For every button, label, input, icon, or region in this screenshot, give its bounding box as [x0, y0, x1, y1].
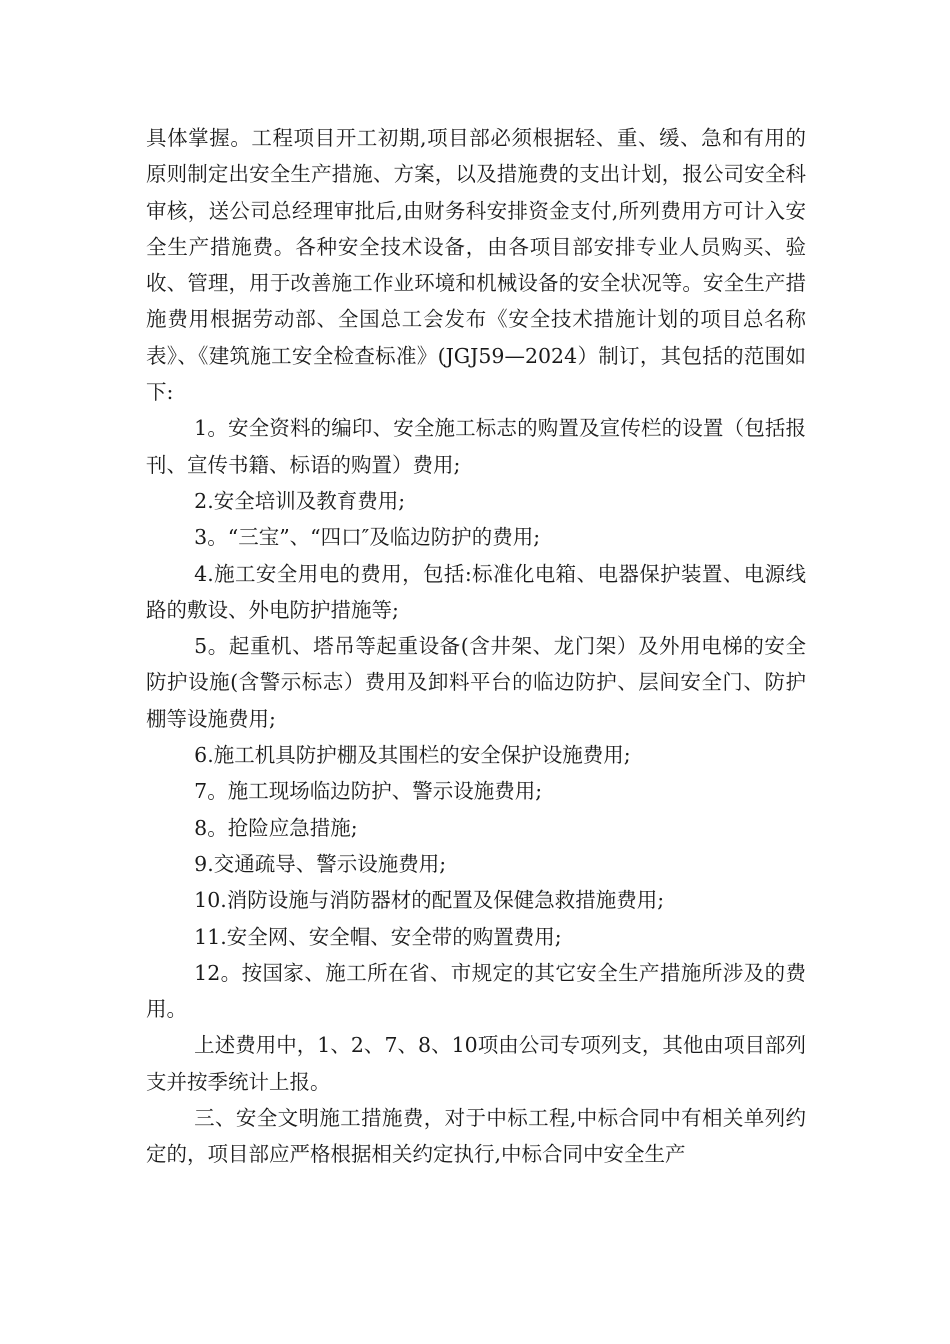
paragraph-intro: 具体掌握。工程项目开工初期,项目部必须根据轻、重、缓、急和有用的原则制定出安全生产措施、方案，以及措施费的支出计划，报公司安全科审核，送公司总经理审批后,由财务科安排资金支付,所列费用方可计入安全生产措施费。各种安全技术设备，由各项目部安排专业人员购买、验收、管理，用于改善施工作业环境和机械设备的安全状况等。安全生产措施费用根据劳动部、全国总工会发布《安全技术措施计划的项目总名称表》、《建筑施工安全检查标准》(JGJ59—2024）制订，其包括的范围如下: [146, 126, 806, 405]
list-item-6: 6.施工机具防护棚及其围栏的安全保护设施费用; [194, 743, 631, 768]
list-item-12: 12。按国家、施工所在省、市规定的其它安全生产措施所涉及的费用。 [146, 960, 806, 1022]
list-item-11: 11.安全网、安全帽、安全带的购置费用; [194, 924, 562, 949]
paragraph-section-three: 三、安全文明施工措施费，对于中标工程,中标合同中有相关单列约定的，项目部应严格根据相关约定执行,中标合同中安全生产 [146, 1106, 806, 1167]
list-item-1: 1。安全资料的编印、安全施工标志的购置及宣传栏的设置（包括报刊、宣传书籍、标语的购置）费用; [146, 416, 806, 477]
list-item-2: 2.安全培训及教育费用; [194, 488, 406, 513]
paragraph-summary: 上述费用中，1、2、7、8、10项由公司专项列支，其他由项目部列支并按季统计上报。 [146, 1033, 806, 1094]
list-item-5: 5。起重机、塔吊等起重设备(含井架、龙门架）及外用电梯的安全防护设施(含警示标志）费用及卸料平台的临边防护、层间安全门、防护棚等设施费用; [146, 634, 806, 731]
list-item-7: 7。施工现场临边防护、警示设施费用; [194, 779, 543, 804]
list-item-10: 10.消防设施与消防器材的配置及保健急救措施费用; [194, 888, 665, 913]
list-item-3: 3。“三宝”、“四口″及临边防护的费用; [194, 525, 541, 550]
list-item-9: 9.交通疏导、警示设施费用; [194, 851, 447, 876]
list-item-4: 4.施工安全用电的费用，包括:标准化电箱、电器保护装置、电源线路的敷设、外电防护措施等; [146, 561, 806, 622]
list-item-8: 8。抢险应急措施; [194, 815, 358, 840]
body-text [146, 120, 806, 1173]
